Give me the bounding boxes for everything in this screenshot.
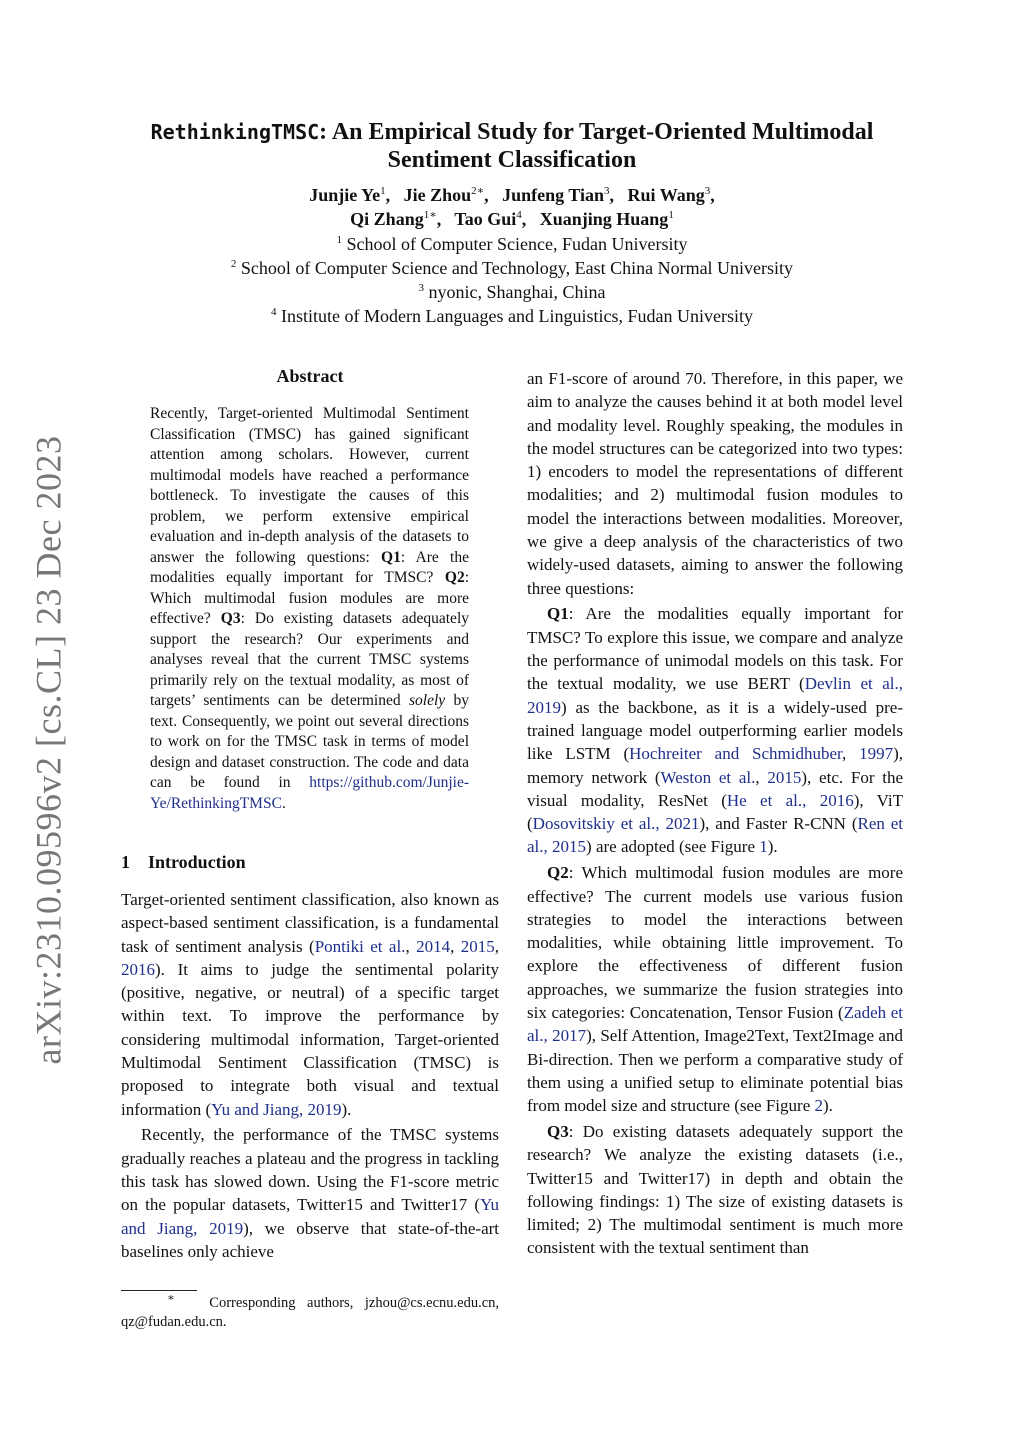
abstract-heading: Abstract [276,366,344,386]
q3-label: Q3 [220,610,241,627]
citation-link[interactable]: Weston et al. [660,767,756,787]
author-name: Rui Wang [627,185,705,205]
author-sup: 1∗ [423,209,437,221]
author-sup: 3 [704,185,711,197]
author-name: Junfeng Tian [502,185,605,205]
citation-link[interactable]: 2016 [121,959,155,979]
author-name: Xuanjing Huang [539,209,669,229]
citation-link[interactable]: Yu and Jiang, 2019 [211,1099,342,1119]
paragraph: an F1-score of around 70. Therefore, in this paper, we aim to analyze the causes behind it at both model level and modality level. Roughly speaking, the modules in the model structures can be categorized into two types: 1) encoders to model the representations of different modalities; and 2) multimodal fusion modules to model the interactions between modalities. Moreover, we give a deep analysis of the characteristics of two widely-used datasets, aiming to answer the following three questions: [527,369,903,598]
q1-label: Q1 [381,548,401,566]
citation-link[interactable]: Ren et al., 2015 [527,814,904,857]
author-sup: 2∗ [471,185,485,197]
affiliation: $^3$ nyonic, Shanghai, China [418,282,606,302]
paper-title [100,118,924,174]
affiliation-list [100,232,924,328]
citation-link[interactable]: 2014 [416,936,451,956]
q2-label: Q2 [547,863,569,883]
citation-link[interactable]: Dosovitskiy et al., 2021 [532,814,700,834]
intro-right-column [527,367,903,1262]
paragraph: Recently, the performance of the TMSC systems gradually reaches a plateau and the progress in tackling this task has slowed down. Using the F1-score metric on the popular datasets, Twitter15 and Twitter17 (Yu and Jiang, 2019), we observe that state-of-the-art baselines only achieve [121,1125,499,1261]
code-link[interactable]: https://github.com/Junjie-Ye/RethinkingTMSC [150,774,470,812]
paragraph: Q3: Do existing datasets adequately support the research? We analyze the existing datasets (i.e., Twitter15 and Twitter17) in depth and obtain the following findings: 1) The size of existing datasets is limited; 2) The multimodal sentiment is much more consistent with the textual sentiment than [527,1122,903,1258]
q2-label: Q2 [444,569,465,586]
footnote-rule [121,1290,197,1291]
title-line2: Sentiment Classification [387,147,637,173]
figure-link[interactable]: 1 [759,837,768,857]
author-sup: 4 [516,209,522,221]
figure-link[interactable]: 2 [814,1096,823,1116]
footnote: ∗ Corresponding authors, jzhou@cs.ecnu.edu.cn, qz@fudan.edu.cn. [121,1292,500,1330]
citation-link[interactable]: Zadeh et al., 2017 [527,1003,903,1046]
author-name: Qi Zhang [350,209,424,229]
section-heading-introduction: 1 Introduction [121,852,246,872]
q3-label: Q3 [547,1122,569,1141]
paragraph: Target-oriented sentiment classification, also known as aspect-based sentiment classification, is a fundamental task of sentiment analysis (Pontiki et al., 2014, 2015, 2016). It aims to judge the sentimental polarity (positive, negative, or neutral) of a specific target within text. To improve the performance by considering multimodal information, Target-oriented Multimodal Sentiment Classification (TMSC) is proposed to integrate both visual and textual information (Yu and Jiang, 2019). [121,890,499,1119]
author-sup: 1 [380,185,386,197]
intro-left-column [121,888,499,1266]
title-rest: : An Empirical Study for Target-Oriented Multimodal [319,119,874,145]
author-name: Jie Zhou [403,185,472,205]
citation-link[interactable]: 1997 [859,744,894,764]
paragraph: Q1: Are the modalities equally important for TMSC? To explore this issue, we compare and analyze the performance of unimodal models on this task. For the textual modality, we use BERT (Devlin et al., 2019) as the backbone, as it is a widely-used pre-trained language model outperforming earlier models like LSTM (Hochreiter and Schmidhuber, 1997), memory network (Weston et al., 2015), etc. For the visual modality, ResNet (He et al., 2016), ViT (Dosovitskiy et al., 2021), and Faster R-CNN (Ren et al., 2015) are adopted (see Figure 1). [527,604,904,857]
affiliation: $^4$ Institute of Modern Languages and Linguistics, Fudan University [271,306,753,326]
author-list: Junjie Ye$^1$, Jie Zhou$^{2∗}$, Junfeng Tian$^3$, Rui Wang$^3$, Qi Zhang$^{1∗}$, Tao Gui$^4$, Xuanjing Huang$^1$ [309,185,715,229]
citation-link[interactable]: Hochreiter and Schmidhuber [629,744,843,764]
author-sup: 1 [668,209,674,221]
author-name: Tao Gui [454,209,517,229]
citation-link[interactable]: Devlin et al., 2019 [527,674,903,717]
paragraph: Q2: Which multimodal fusion modules are more effective? The current models use various fusion strategies to model the interactions between modalities, while obtaining little improvement. To explore the effectiveness of different fusion approaches, we summarize the fusion strategies into six categories: Concatenation, Tensor Fusion (Zadeh et al., 2017), Self Attention, Image2Text, Text2Image and Bi-direction. Then we perform a comparative study of them using a unified setup to eliminate potential bias from model size and structure (see Figure 2). [527,863,903,1116]
citation-link[interactable]: 2015 [460,936,495,956]
affiliation: $^1$ School of Computer Science, Fudan University [336,234,688,254]
abstract-body: Recently, Target-oriented Multimodal Sentiment Classification (TMSC) has gained significant attention among scholars. However, current multimodal models have reached a performance bottleneck. To investigate the causes of this problem, we perform extensive empirical evaluation and in-depth analysis of the datasets to answer the following questions: Q1: Are the modalities equally important for TMSC? Q2: Which multimodal fusion modules are more effective? Q3: Do existing datasets adequately support the research? Our experiments and analyses reveal that the current TMSC systems primarily rely on the textual modality, as most of targets’ sentiments can be determined solely by text. Consequently, we point out several directions to work on for the TMSC task in terms of model design and dataset construction. The code and data can be found in https://github.com/Junjie-Ye/RethinkingTMSC. [150,405,470,812]
title-system-name: RethinkingTMSC [150,120,320,144]
q1-label: Q1 [547,604,569,624]
author-sup: 3 [604,185,610,197]
citation-link[interactable]: 2015 [767,767,802,787]
citation-link[interactable]: Yu and Jiang, 2019 [121,1195,499,1238]
arxiv-id: arXiv:2310.09596v2 [cs.CL] 23 Dec 2023 [28,435,69,1065]
citation-link[interactable]: He et al., 2016 [726,790,854,810]
affiliation: $^2$ School of Computer Science and Technology, East China Normal University [230,258,794,278]
author-name: Junjie Ye [309,185,381,205]
arxiv-stamp [28,435,69,1065]
citation-link[interactable]: Pontiki et al. [314,936,406,956]
